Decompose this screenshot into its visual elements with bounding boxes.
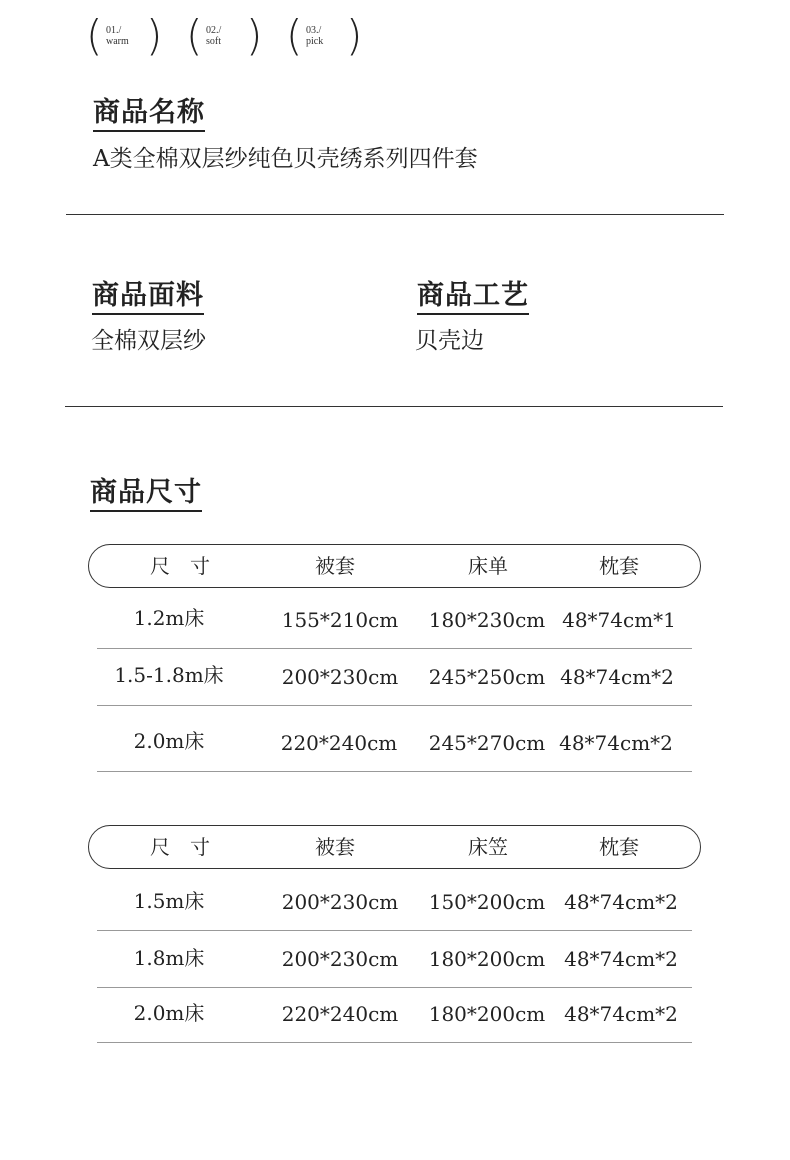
table-cell: 48*74cm*2 <box>564 890 678 914</box>
header-duvet: 被套 <box>315 835 355 859</box>
row-divider <box>97 648 692 649</box>
open-paren: ( <box>286 11 303 60</box>
craft-heading: 商品工艺 <box>417 280 529 315</box>
row-divider <box>97 987 692 988</box>
open-paren: ( <box>86 11 103 60</box>
size-heading: 商品尺寸 <box>90 477 202 512</box>
header-size: 尺 寸 <box>150 554 210 578</box>
header-pillow: 枕套 <box>599 835 639 859</box>
close-paren: ) <box>146 11 163 60</box>
table-cell: 48*74cm*2 <box>560 665 674 689</box>
table-cell: 1.2m床 <box>133 606 205 630</box>
fabric-value: 全棉双层纱 <box>91 328 206 354</box>
table-cell: 200*230cm <box>281 890 399 914</box>
table-cell: 220*240cm <box>281 1002 399 1026</box>
table-cell: 200*230cm <box>281 947 399 971</box>
table-cell: 48*74cm*1 <box>562 608 676 632</box>
tag-text: 03./ pick <box>306 25 324 47</box>
tag-warm <box>86 12 180 60</box>
table-cell: 48*74cm*2 <box>559 731 673 755</box>
header-sheet: 床单 <box>468 554 508 578</box>
header-pillow: 枕套 <box>599 554 639 578</box>
craft-value: 贝壳边 <box>415 328 484 354</box>
header-duvet: 被套 <box>315 554 355 578</box>
close-paren: ) <box>346 11 363 60</box>
table2-header <box>88 825 701 869</box>
table-cell: 48*74cm*2 <box>564 947 678 971</box>
tag-soft <box>186 12 280 60</box>
product-name-value: A类全棉双层纱纯色贝壳绣系列四件套 <box>93 146 478 172</box>
table-cell: 245*250cm <box>428 665 546 689</box>
fabric-heading: 商品面料 <box>92 280 204 315</box>
tag-pick <box>286 12 380 60</box>
tag-text: 01./ warm <box>106 25 129 47</box>
table-cell: 2.0m床 <box>133 729 205 753</box>
tag-group <box>86 12 386 60</box>
divider <box>65 406 723 407</box>
table-cell: 48*74cm*2 <box>564 1002 678 1026</box>
header-size: 尺 寸 <box>150 835 210 859</box>
row-divider <box>97 705 692 706</box>
table-cell: 2.0m床 <box>133 1001 205 1025</box>
table-cell: 200*230cm <box>281 665 399 689</box>
row-divider <box>97 771 692 772</box>
row-divider <box>97 1042 692 1043</box>
tag-text: 02./ soft <box>206 25 222 47</box>
table-cell: 180*230cm <box>428 608 546 632</box>
table1-header <box>88 544 701 588</box>
open-paren: ( <box>186 11 203 60</box>
table-cell: 150*200cm <box>428 890 546 914</box>
table-cell: 180*200cm <box>428 1002 546 1026</box>
row-divider <box>97 930 692 931</box>
table-cell: 1.8m床 <box>133 946 205 970</box>
header-fitted-sheet: 床笠 <box>468 835 508 859</box>
table-cell: 180*200cm <box>428 947 546 971</box>
table-cell: 1.5m床 <box>133 889 205 913</box>
table-cell: 220*240cm <box>280 731 398 755</box>
divider <box>66 214 724 215</box>
table-cell: 245*270cm <box>428 731 546 755</box>
product-name-heading: 商品名称 <box>93 97 205 132</box>
table-cell: 155*210cm <box>281 608 399 632</box>
close-paren: ) <box>246 11 263 60</box>
table-cell: 1.5-1.8m床 <box>114 663 224 687</box>
